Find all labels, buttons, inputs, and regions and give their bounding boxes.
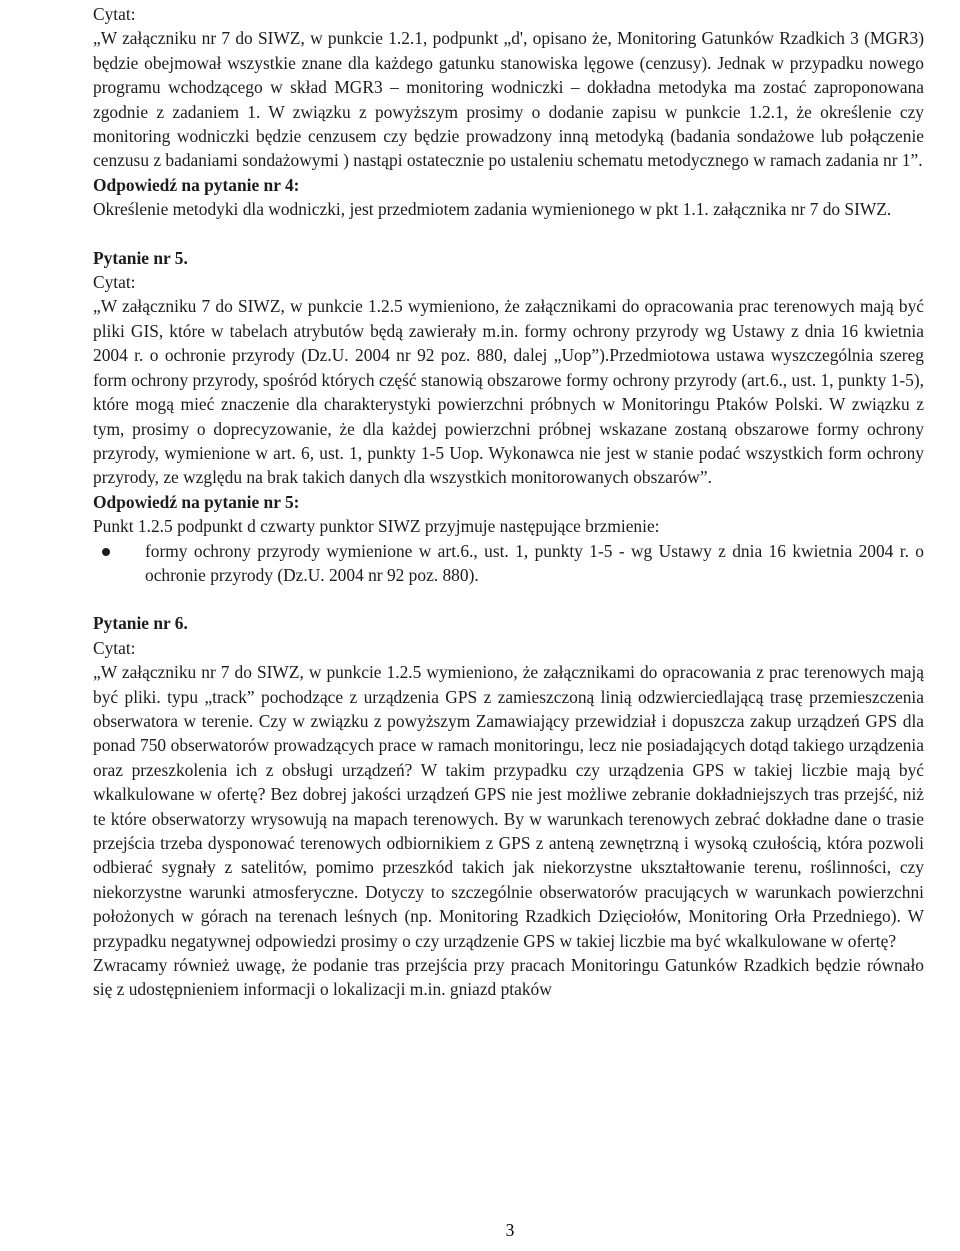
answer-heading: Odpowiedź na pytanie nr 5: xyxy=(93,491,300,512)
answer-bullet-list xyxy=(93,539,924,588)
quote-label: Cytat: xyxy=(93,637,136,658)
bullet-icon xyxy=(102,548,110,556)
section-question-6 xyxy=(93,611,924,1002)
page-number: 3 xyxy=(505,1220,515,1240)
spacer xyxy=(93,587,924,611)
section-question-5 xyxy=(93,246,924,588)
question-heading: Pytanie nr 5. xyxy=(93,247,188,268)
quote-text-continued: Zwracamy również uwagę, że podanie tras przejścia przy pracach Monitoringu Gatunków Rzadkich będzie równało się z udostępnieniem informacji o lokalizacji m.in. gniazd ptaków xyxy=(93,955,924,1000)
quote-text: „W załączniku nr 7 do SIWZ, w punkcie 1.2.5 wymieniono, że załącznikami do opracowania z prac terenowych mają być pliki. typu „track” pochodzące z urządzenia GPS z zamieszczoną linią odzwierciedlającą trasę przemieszczenia obserwatora w terenie. Czy w związku z powyższym Zamawiający przewidział i dopuszcza zakup urządzeń GPS dla ponad 750 obserwatorów prowadzących prace w ramach monitoringu, lecz nie posiadających dotąd takiego urządzenia oraz przeszkolenia ich z obsługi urządzeń? W takim przypadku czy urządzenia GPS w takiej liczbie mają być wkalkulowane w ofertę? Bez dobrej jakości urządzeń GPS nie jest możliwe zebranie dokładniejszych tras przejść, niż te które obserwatorzy wrysowują na mapach terenowych. By w warunkach terenowych zebrać dokładne dane o trasie przejścia trzeba dysponować terenowych odbiornikiem z GPS z anteną zewnętrzną i wysoką czułością, która pozwoli odbierać sygnały z satelitów, pomimo przeszkód takich jak niekorzystne ukształtowanie terenu, roślinności, czy niekorzystne warunki atmosferyczne. Dotyczy to szczególnie obserwatorów pracujących w warunkach powierzchni położonych w górach na terenach leśnych (np. Monitoring Rzadkich Dzięciołów, Monitoring Orła Przedniego). W przypadku negatywnej odpowiedzi prosimy o czy urządzenie GPS w takiej liczbie ma być wkalkulowane w ofertę? xyxy=(93,662,925,951)
quote-text: „W załączniku 7 do SIWZ, w punkcie 1.2.5 wymieniono, że załącznikami do opracowania prac terenowych mają być pliki GIS, które w tabelach atrybutów będą zawierały m.in. formy ochrony przyrody wg Ustawy z dnia 16 kwietnia 2004 r. o ochronie przyrody (Dz.U. 2004 nr 92 poz. 880, dalej „Uop”).Przedmiotowa ustawa wyszczególnia szereg form ochrony przyrody, spośród których część stanowią obszarowe formy ochrony przyrody (art.6., ust. 1, punkty 1-5), które mogą mieć znaczenie dla charakterystyki powierzchni próbnych w Monitoringu Ptaków Polski. W związku z tym, prosimy o doprecyzowanie, że dla każdej powierzchni próbnej wskazane zostaną obszarowe formy ochrony przyrody, wymienione w art. 6, ust. 1, punkty 1-5 Uop. Wykonawca nie jest w stanie podać wszystkich form ochrony przyrody, ze względu na brak takich danych dla wszystkich monitorowanych obszarów”. xyxy=(93,296,924,488)
section-question-4 xyxy=(93,2,924,222)
question-heading: Pytanie nr 6. xyxy=(93,613,188,634)
quote-label: Cytat: xyxy=(93,4,136,24)
quote-text: „W załączniku nr 7 do SIWZ, w punkcie 1.2.1, podpunkt „d', opisano że, Monitoring Gatunków Rzadkich 3 (MGR3) będzie obejmował wszystkie znane dla każdego gatunku stanowiska lęgowe (cenzusy). Jednak w przypadku nowego programu wchodzącego w skład MGR3 – monitoring wodniczki – dokładna metodyka ma zostać zaproponowana zgodnie z zadaniem 1. W związku z powyższym prosimy o dodanie zapisu w punkcie 1.2.1, że określenie czy monitoring wodniczki będzie cenzusem czy będzie prowadzony inną metodyką (badania sondażowe lub połączenie cenzusu z badaniami sondażowymi ) nastąpi ostatecznie po ustaleniu schematu metodycznego w ramach zadania nr 1”. xyxy=(93,28,924,171)
quote-label: Cytat: xyxy=(93,272,136,293)
list-item-text: formy ochrony przyrody wymienione w art.6., ust. 1, punkty 1-5 - wg Ustawy z dnia 16 kwietnia 2004 r. o ochronie przyrody (Dz.U. 2004 nr 92 poz. 880). xyxy=(145,540,924,585)
list-item xyxy=(93,539,924,588)
answer-text: Określenie metodyki dla wodniczki, jest przedmiotem zadania wymienionego w pkt 1.1. załącznika nr 7 do SIWZ. xyxy=(93,199,892,220)
answer-heading: Odpowiedź na pytanie nr 4: xyxy=(93,174,300,195)
spacer xyxy=(93,222,924,246)
answer-text: Punkt 1.2.5 podpunkt d czwarty punktor SIWZ przyjmuje następujące brzmienie: xyxy=(93,516,660,537)
